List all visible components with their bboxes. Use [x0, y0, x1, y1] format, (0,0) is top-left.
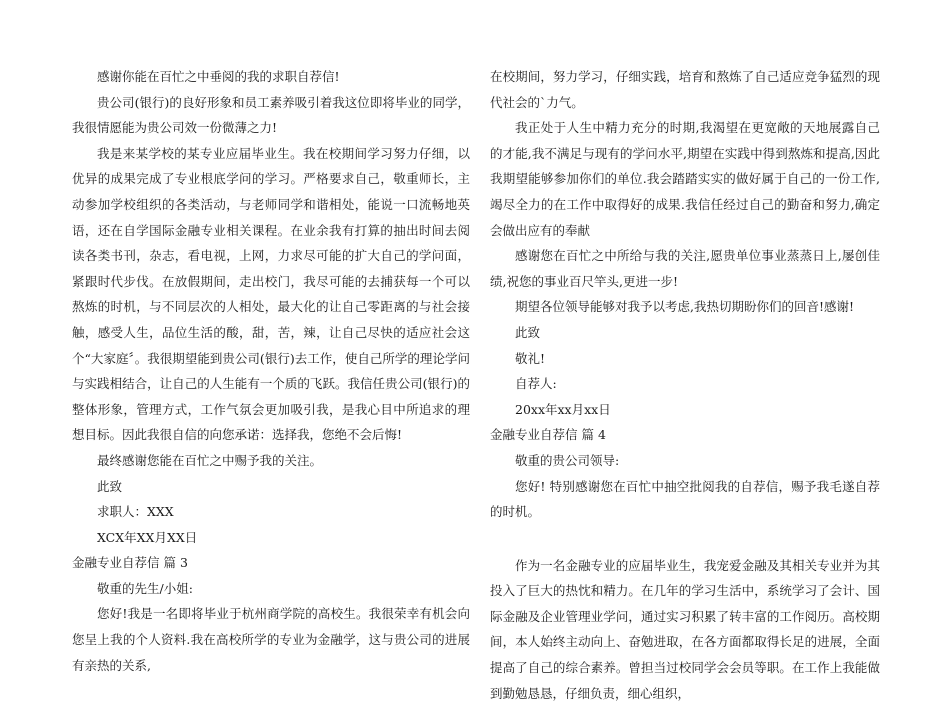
section-4-greeting: 您好! 特别感谢您在百忙中抽空批阅我的自荐信，赐予我毛遂自荐的时机。 — [490, 478, 880, 520]
career-paragraph: 我正处于人生中精力充分的时期,我渴望在更宽敞的天地展露自己的才能,我不满足与现有的学问水平,期望在实践中得到熬炼和提高,因此我期望能够参加你们的单位.我会踏踏实实的做好属于自己的一份工作,竭尽全力的在工作中取得好的成果.我信任经过自己的勤奋和努力,确定会做出应有的奉献 — [490, 120, 880, 238]
continuation-paragraph: 在校期间，努力学习，仔细实践，培育和熬炼了自己适应竞争猛烈的现代社会的`力气。 — [490, 69, 880, 110]
section-4-title: 金融专业自荐信 篇 4 — [490, 427, 606, 443]
hope-paragraph: 期望各位领导能够对我予以考虑,我热切期盼你们的回音!感谢! — [515, 299, 855, 315]
section-4-body: 作为一名金融专业的应届毕业生，我宠爱金融及其相关专业并为其投入了巨大的热忱和精力。在几年的学习生活中，系统学习了会计、国际金融及企业管理业学问，通过实习积累了转丰富的工作阅历。高校期间，本人始终主动向上、奋勉进取，在各方面都取得长足的进展，全面提高了自己的综合素养。曾担当过校同学会会员等职。在工作上我能做到勤勉恳恳，仔细负责，细心组织， — [490, 557, 880, 701]
recommender-signature: 自荐人: — [515, 376, 557, 392]
thanks-intro: 感谢你能在百忙之中垂阅的我的求职自荐信! — [97, 69, 340, 84]
section-3-title: 金融专业自荐信 篇 3 — [72, 555, 188, 571]
closing-line: 此致 — [515, 324, 541, 340]
section-3-salutation: 敬重的先生/小姐: — [97, 580, 193, 596]
salute-line: 敬礼! — [515, 350, 546, 366]
thanks-paragraph: 感谢您在百忙之中所给与我的关注,愿贵单位事业蒸蒸日上,屡创佳绩,祝您的事业百尺竿头,更进一步! — [490, 248, 880, 289]
section-4-salutation: 敬重的贵公司领导: — [515, 452, 620, 468]
body-paragraph: 我是来某学校的某专业应届毕业生。我在校期间学习努力仔细，以优异的成果完成了专业根底学问的学习。严格要求自己，敬重师长，主动参加学校组织的各类活动，与老师同学和谐相处，能说一口流畅地英语，还在自学国际金融专业相关课程。在业余我有打算的抽出时间去阅读各类书刊，杂志，看电视，上网，力求尽可能的扩大自己的学问面，紧跟时代步伐。在放假期间，走出校门，我尽可能的去捕获每一个可以熬炼的时机，与不同层次的人相处，最大化的让自己零距离的与社会接触，感受人生，品位生活的酸，甜，苦，辣，让自己尽快的适应社会这个“大家庭〞。我很期望能到贵公司(银行)去工作，使自己所学的理论学问与实践相结合，让自己的人生能有一个质的飞跃。我信任贵公司(银行)的整体形象，管理方式，工作气氛会更加吸引我，是我心目中所追求的理想目标。因此我很自信的向您承诺：选择我，您绝不会后悔! — [72, 145, 470, 443]
final-thanks: 最终感谢您能在百忙之中赐予我的关注。 — [97, 452, 323, 468]
section-3-body: 您好!我是一名即将毕业于杭州商学院的高校生。我很荣幸有机会向您呈上我的个人资料.我在高校所学的专业为金融学，这与贵公司的进展有亲热的关系, — [72, 606, 470, 673]
letter-date: 20xx年xx月xx日 — [515, 401, 611, 417]
applicant-signature: 求职人：XXX — [97, 504, 174, 520]
attraction-paragraph: 贵公司(银行)的良好形象和员工素养吸引着我这位即将毕业的同学，我很情愿能为贵公司效一份微薄之力! — [72, 94, 470, 136]
closing-line: 此致 — [97, 478, 123, 494]
left-column — [72, 64, 470, 678]
letter-date: XCX年XX月XX日 — [97, 529, 198, 545]
right-column — [490, 64, 880, 706]
paragraph-gap — [490, 525, 880, 553]
